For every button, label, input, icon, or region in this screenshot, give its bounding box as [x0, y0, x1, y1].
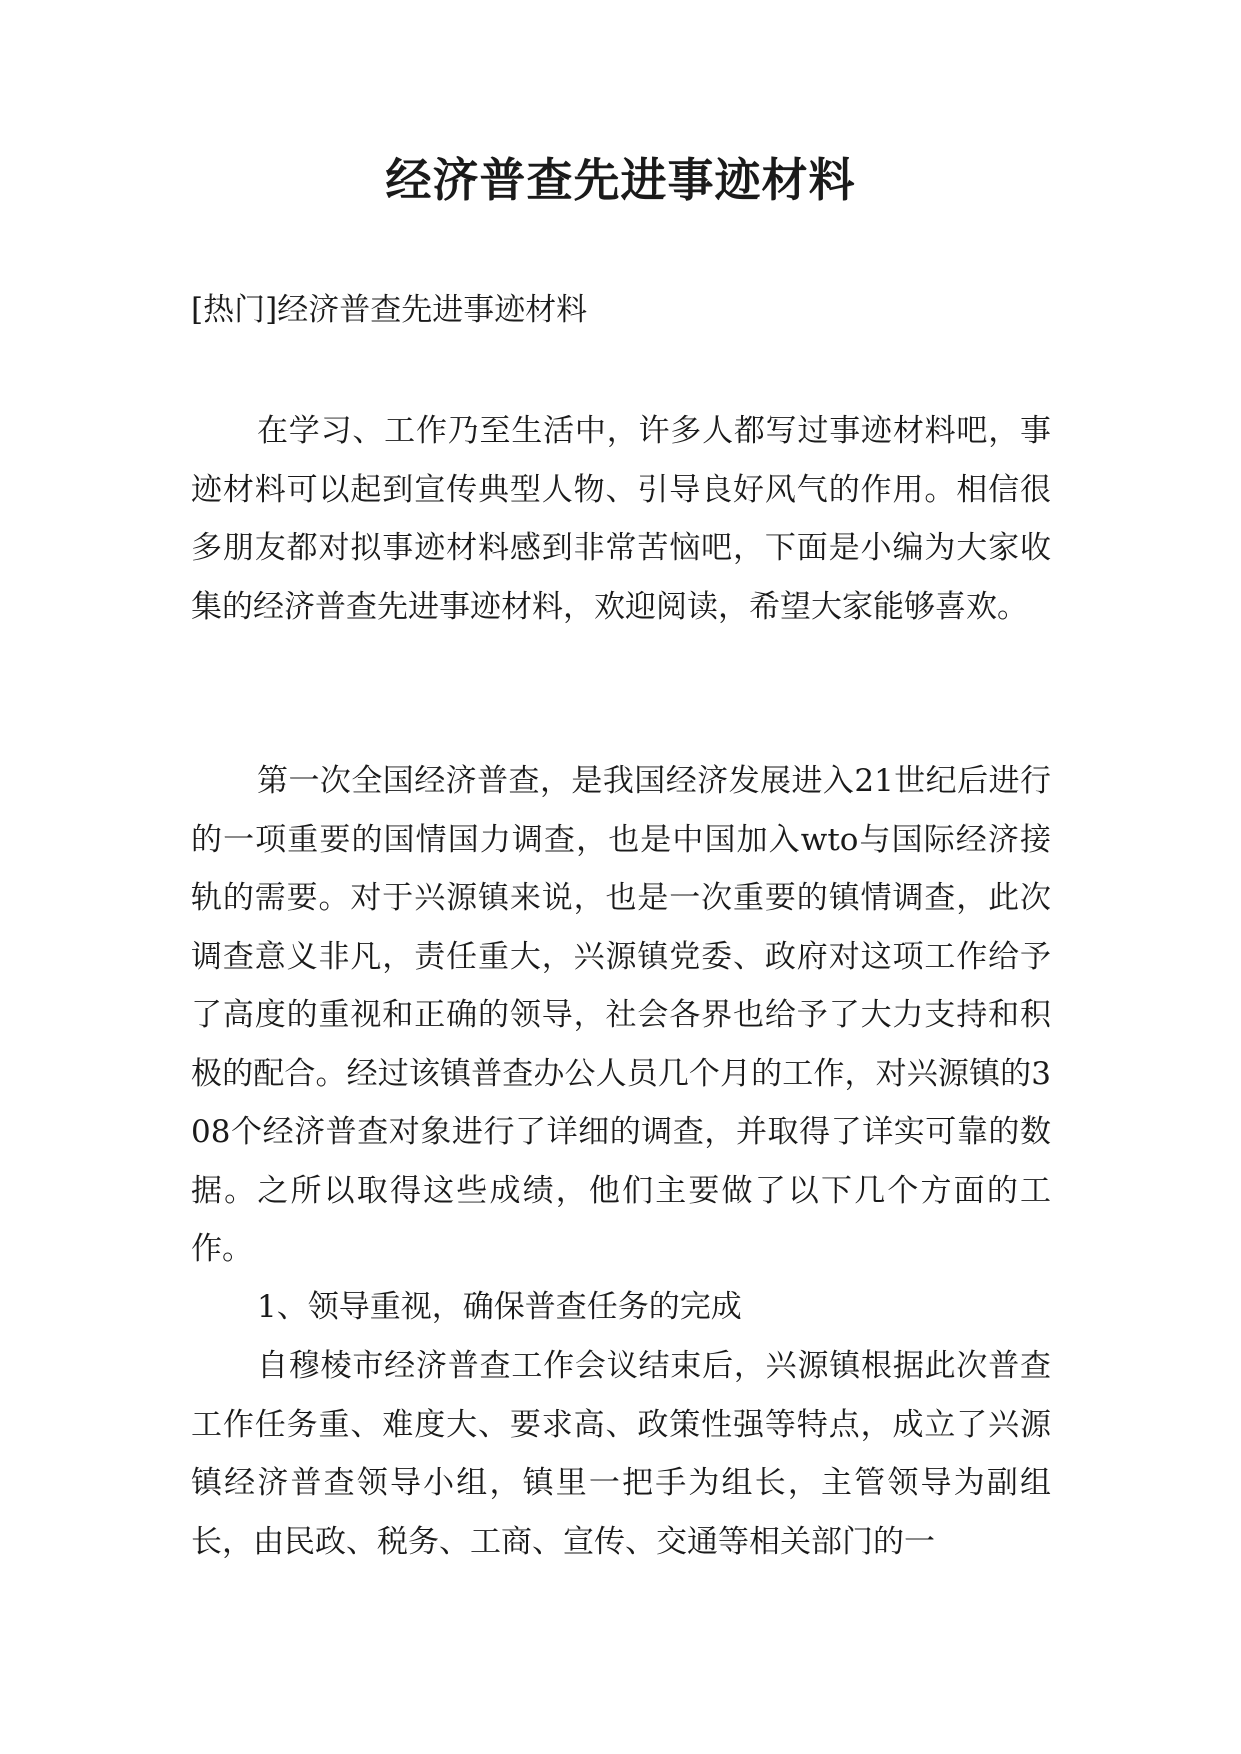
section-heading: 1、领导重视，确保普查任务的完成 [257, 1289, 742, 1325]
page-title: 经济普查先进事迹材料 [385, 153, 856, 207]
background-paragraph: 第一次全国经济普查，是我国经济发展进入21世纪后进行的一项重要的国情国力调查，也是中国加入wto与国际经济接轨的需要。对于兴源镇来说，也是一次重要的镇情调查，此次调查意义非凡，责任重大，兴源镇党委、政府对这项工作给予了高度的重视和正确的领导，社会各界也给予了大力支持和积极的配合。经过该镇普查办公人员几个月的工作，对兴源镇的308个经济普查对象进行了详细的调查，并取得了详实可靠的数据。之所以取得这些成绩，他们主要做了以下几个方面的工作。 [191, 763, 1051, 1267]
intro-paragraph: 在学习、工作乃至生活中，许多人都写过事迹材料吧，事迹材料可以起到宣传典型人物、引导良好风气的作用。相信很多朋友都对拟事迹材料感到非常苦恼吧，下面是小编为大家收集的经济普查先进事迹材料，欢迎阅读，希望大家能够喜欢。 [191, 413, 1051, 625]
section-body-paragraph: 自穆棱市经济普查工作会议结束后，兴源镇根据此次普查工作任务重、难度大、要求高、政策性强等特点，成立了兴源镇经济普查领导小组，镇里一把手为组长，主管领导为副组长，由民政、税务、工商、宣传、交通等相关部门的一 [191, 1348, 1051, 1560]
document-subtitle: [热门]经济普查先进事迹材料 [191, 292, 588, 328]
